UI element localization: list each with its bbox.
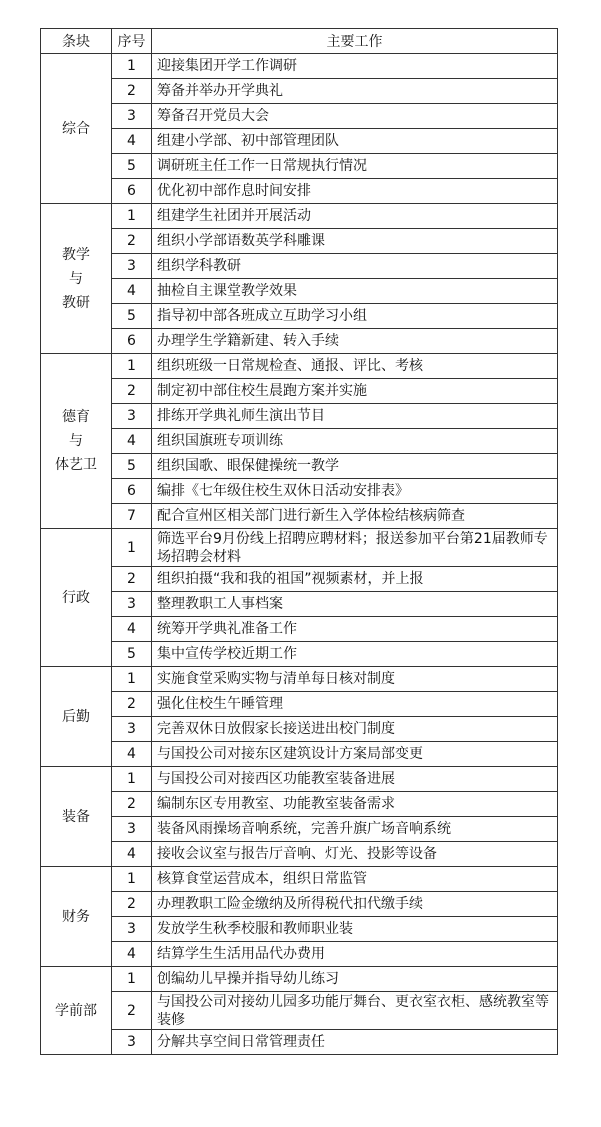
table-row bbox=[41, 567, 558, 592]
item-number: 3 bbox=[112, 917, 152, 942]
item-task: 实施食堂采购实物与清单每日核对制度 bbox=[152, 667, 558, 692]
item-task: 组织学科教研 bbox=[152, 254, 558, 279]
item-number: 4 bbox=[112, 129, 152, 154]
item-task: 集中宣传学校近期工作 bbox=[152, 642, 558, 667]
item-task: 强化住校生午睡管理 bbox=[152, 692, 558, 717]
item-task: 指导初中部各班成立互助学习小组 bbox=[152, 304, 558, 329]
table-row bbox=[41, 429, 558, 454]
table-row bbox=[41, 892, 558, 917]
item-number: 2 bbox=[112, 229, 152, 254]
table-row bbox=[41, 54, 558, 79]
table-row bbox=[41, 329, 558, 354]
category-label: 教研 bbox=[62, 294, 90, 311]
item-task: 与国投公司对接东区建筑设计方案局部变更 bbox=[152, 742, 558, 767]
item-task: 筹备并举办开学典礼 bbox=[152, 79, 558, 104]
item-number: 3 bbox=[112, 1030, 152, 1055]
table-row bbox=[41, 404, 558, 429]
table-row bbox=[41, 279, 558, 304]
item-task: 组建学生社团并开展活动 bbox=[152, 204, 558, 229]
item-number: 2 bbox=[112, 692, 152, 717]
table-body bbox=[41, 54, 558, 1055]
item-number: 2 bbox=[112, 379, 152, 404]
item-number: 1 bbox=[112, 354, 152, 379]
table-row bbox=[41, 79, 558, 104]
item-task: 与国投公司对接西区功能教室装备进展 bbox=[152, 767, 558, 792]
item-number: 1 bbox=[112, 767, 152, 792]
table-row bbox=[41, 642, 558, 667]
table-row bbox=[41, 104, 558, 129]
item-task: 配合宣州区相关部门进行新生入学体检结核病筛查 bbox=[152, 504, 558, 529]
table-row bbox=[41, 592, 558, 617]
table-row bbox=[41, 817, 558, 842]
item-number: 1 bbox=[112, 204, 152, 229]
item-number: 4 bbox=[112, 429, 152, 454]
item-number: 2 bbox=[112, 892, 152, 917]
item-task: 统筹开学典礼准备工作 bbox=[152, 617, 558, 642]
table-row bbox=[41, 379, 558, 404]
header-number: 序号 bbox=[112, 29, 152, 54]
item-task: 迎接集团开学工作调研 bbox=[152, 54, 558, 79]
item-task: 组织拍摄“我和我的祖国”视频素材，并上报 bbox=[152, 567, 558, 592]
item-number: 5 bbox=[112, 154, 152, 179]
item-task: 接收会议室与报告厅音响、灯光、投影等设备 bbox=[152, 842, 558, 867]
item-number: 3 bbox=[112, 254, 152, 279]
category-cell bbox=[41, 967, 112, 1055]
item-task: 筛选平台9月份线上招聘应聘材料；报送参加平台第21届教师专场招聘会材料 bbox=[152, 529, 558, 567]
table-row bbox=[41, 867, 558, 892]
item-number: 1 bbox=[112, 529, 152, 567]
item-task: 办理教职工险金缴纳及所得税代扣代缴手续 bbox=[152, 892, 558, 917]
table-row bbox=[41, 504, 558, 529]
item-number: 5 bbox=[112, 642, 152, 667]
category-label: 行政 bbox=[62, 589, 90, 606]
table-row bbox=[41, 229, 558, 254]
item-number: 5 bbox=[112, 304, 152, 329]
item-number: 6 bbox=[112, 329, 152, 354]
item-number: 1 bbox=[112, 667, 152, 692]
item-task: 装备风雨操场音响系统，完善升旗广场音响系统 bbox=[152, 817, 558, 842]
item-number: 3 bbox=[112, 717, 152, 742]
category-cell bbox=[41, 667, 112, 767]
item-number: 6 bbox=[112, 479, 152, 504]
category-label: 与 bbox=[69, 270, 83, 287]
item-number: 1 bbox=[112, 967, 152, 992]
header-work: 主要工作 bbox=[152, 29, 558, 54]
category-label: 学前部 bbox=[55, 1002, 97, 1019]
item-task: 完善双休日放假家长接送进出校门制度 bbox=[152, 717, 558, 742]
category-cell bbox=[41, 529, 112, 667]
category-label: 教学 bbox=[62, 246, 90, 263]
item-number: 7 bbox=[112, 504, 152, 529]
item-task: 核算食堂运营成本，组织日常监管 bbox=[152, 867, 558, 892]
header-category: 条块 bbox=[41, 29, 112, 54]
table-row bbox=[41, 917, 558, 942]
table-row bbox=[41, 254, 558, 279]
category-cell bbox=[41, 767, 112, 867]
table-row bbox=[41, 842, 558, 867]
table-row bbox=[41, 767, 558, 792]
item-task: 整理教职工人事档案 bbox=[152, 592, 558, 617]
category-cell bbox=[41, 204, 112, 354]
table-row bbox=[41, 617, 558, 642]
item-task: 组建小学部、初中部管理团队 bbox=[152, 129, 558, 154]
item-task: 组织班级一日常规检查、通报、评比、考核 bbox=[152, 354, 558, 379]
item-task: 结算学生生活用品代办费用 bbox=[152, 942, 558, 967]
table-row bbox=[41, 354, 558, 379]
item-task: 排练开学典礼师生演出节目 bbox=[152, 404, 558, 429]
item-task: 与国投公司对接幼儿园多功能厅舞台、更衣室衣柜、感统教室等装修 bbox=[152, 992, 558, 1030]
item-number: 4 bbox=[112, 842, 152, 867]
item-number: 2 bbox=[112, 567, 152, 592]
item-number: 3 bbox=[112, 592, 152, 617]
table-row bbox=[41, 529, 558, 567]
table-row bbox=[41, 1030, 558, 1055]
item-number: 3 bbox=[112, 104, 152, 129]
item-number: 2 bbox=[112, 79, 152, 104]
item-number: 4 bbox=[112, 742, 152, 767]
item-task: 办理学生学籍新建、转入手续 bbox=[152, 329, 558, 354]
table-row bbox=[41, 692, 558, 717]
table-row bbox=[41, 992, 558, 1030]
item-number: 4 bbox=[112, 279, 152, 304]
item-number: 2 bbox=[112, 992, 152, 1030]
item-task: 编排《七年级住校生双休日活动安排表》 bbox=[152, 479, 558, 504]
category-label: 与 bbox=[69, 433, 83, 449]
category-label: 后勤 bbox=[62, 708, 90, 725]
item-task: 调研班主任工作一日常规执行情况 bbox=[152, 154, 558, 179]
item-task: 分解共享空间日常管理责任 bbox=[152, 1030, 558, 1055]
item-task: 编制东区专用教室、功能教室装备需求 bbox=[152, 792, 558, 817]
item-number: 3 bbox=[112, 404, 152, 429]
table-row bbox=[41, 717, 558, 742]
category-label: 德育 bbox=[62, 409, 90, 425]
table-row bbox=[41, 154, 558, 179]
table-row bbox=[41, 454, 558, 479]
category-label: 体艺卫 bbox=[55, 457, 97, 473]
header-row bbox=[41, 29, 558, 54]
table-row bbox=[41, 667, 558, 692]
item-number: 5 bbox=[112, 454, 152, 479]
table-row bbox=[41, 204, 558, 229]
item-number: 3 bbox=[112, 817, 152, 842]
table-row bbox=[41, 479, 558, 504]
item-task: 制定初中部住校生晨跑方案并实施 bbox=[152, 379, 558, 404]
item-number: 4 bbox=[112, 617, 152, 642]
table-row bbox=[41, 304, 558, 329]
category-label: 综合 bbox=[62, 120, 90, 137]
category-cell bbox=[41, 867, 112, 967]
item-task: 组织国歌、眼保健操统一教学 bbox=[152, 454, 558, 479]
table-row bbox=[41, 129, 558, 154]
item-number: 1 bbox=[112, 54, 152, 79]
table-row bbox=[41, 792, 558, 817]
item-task: 发放学生秋季校服和教师职业装 bbox=[152, 917, 558, 942]
category-cell bbox=[41, 54, 112, 204]
table-row bbox=[41, 742, 558, 767]
category-label: 装备 bbox=[62, 808, 90, 825]
category-cell bbox=[41, 354, 112, 529]
item-task: 抽检自主课堂教学效果 bbox=[152, 279, 558, 304]
item-task: 筹备召开党员大会 bbox=[152, 104, 558, 129]
work-table bbox=[40, 28, 558, 1055]
item-task: 组织小学部语数英学科雕课 bbox=[152, 229, 558, 254]
item-task: 组织国旗班专项训练 bbox=[152, 429, 558, 454]
item-number: 6 bbox=[112, 179, 152, 204]
table-row bbox=[41, 942, 558, 967]
item-number: 4 bbox=[112, 942, 152, 967]
category-label: 财务 bbox=[62, 908, 90, 925]
item-number: 1 bbox=[112, 867, 152, 892]
item-number: 2 bbox=[112, 792, 152, 817]
item-task: 优化初中部作息时间安排 bbox=[152, 179, 558, 204]
table-row bbox=[41, 179, 558, 204]
table-row bbox=[41, 967, 558, 992]
item-task: 创编幼儿早操并指导幼儿练习 bbox=[152, 967, 558, 992]
